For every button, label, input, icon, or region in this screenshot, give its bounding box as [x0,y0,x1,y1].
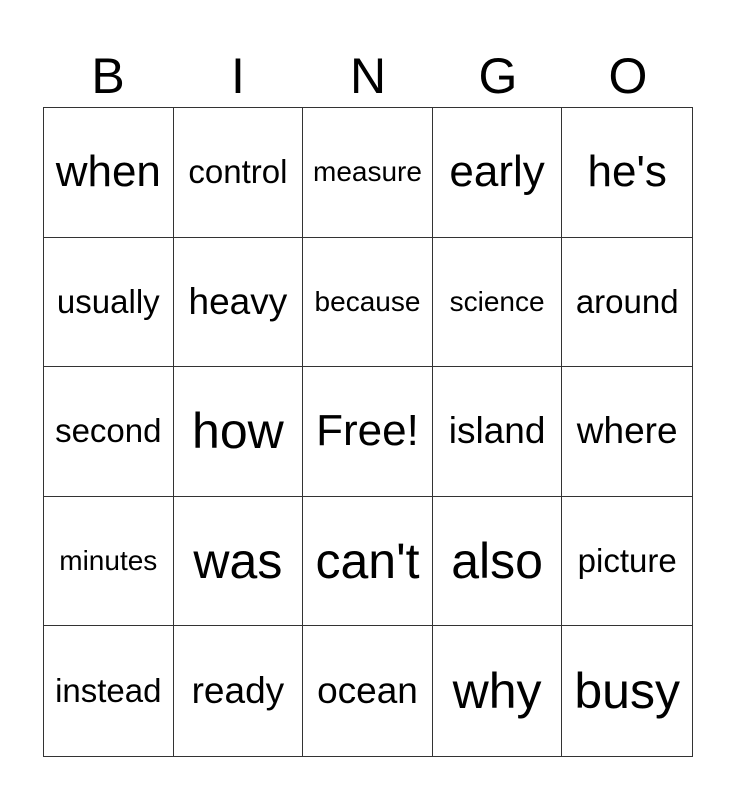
bingo-header [43,48,693,104]
header-letter-i: I [231,48,245,104]
bingo-cell[interactable]: instead [44,626,174,756]
bingo-cell[interactable]: ready [174,626,304,756]
bingo-cell[interactable]: ocean [303,626,433,756]
bingo-cell[interactable]: picture [562,497,692,627]
bingo-cell[interactable]: where [562,367,692,497]
bingo-card [43,107,693,757]
bingo-cell[interactable]: also [433,497,563,627]
bingo-cell[interactable]: when [44,108,174,238]
bingo-cell[interactable]: control [174,108,304,238]
bingo-cell[interactable]: can't [303,497,433,627]
bingo-cell[interactable]: busy [574,663,680,720]
bingo-cell[interactable]: was [174,497,304,627]
bingo-cell[interactable]: measure [303,108,433,238]
bingo-cell[interactable]: because [303,238,433,368]
free-space-cell[interactable]: Free! [303,367,433,497]
bingo-cell[interactable]: he's [562,108,692,238]
header-letter-n: N [349,48,387,104]
bingo-cell[interactable]: heavy [174,238,304,368]
bingo-cell[interactable]: how [174,367,304,497]
bingo-cell[interactable]: around [562,238,692,368]
bingo-cell[interactable]: science [433,238,563,368]
header-letter-g: G [478,48,518,104]
header-letter-b: B [91,48,125,104]
bingo-cell[interactable]: early [433,108,563,238]
bingo-cell[interactable]: second [44,367,174,497]
bingo-cell[interactable]: usually [44,238,174,368]
bingo-cell[interactable]: why [433,626,563,756]
bingo-cell[interactable]: island [433,367,563,497]
bingo-cell[interactable]: minutes [44,497,174,627]
header-letter-o: O [608,48,648,104]
